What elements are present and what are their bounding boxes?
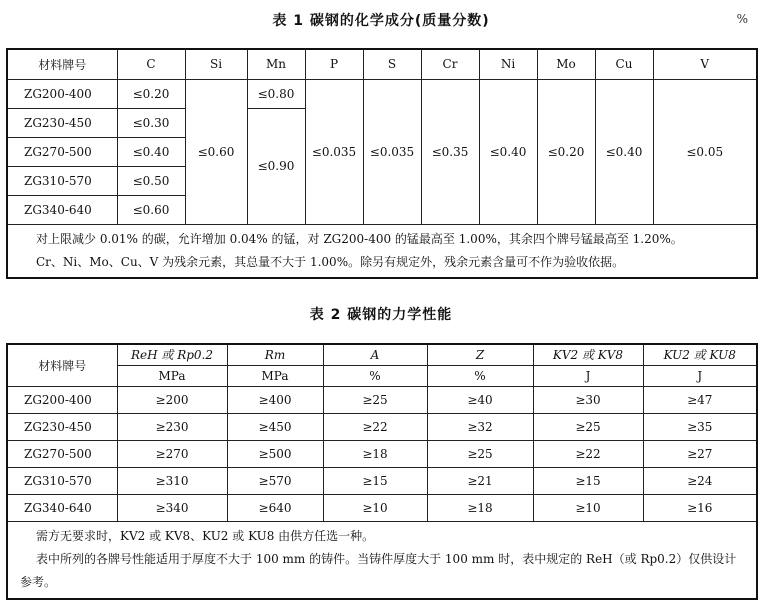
table-row: [7, 79, 757, 108]
c-cell: ≤0.60: [117, 195, 185, 224]
reh-cell: ≥230: [117, 413, 227, 440]
header-cell: A: [323, 344, 427, 365]
rm-cell: ≥400: [227, 386, 323, 413]
a-cell: ≥15: [323, 467, 427, 494]
cr-cell: ≤0.35: [421, 79, 479, 224]
unit-cell: J: [533, 365, 643, 386]
header-cell: P: [305, 49, 363, 79]
ku-cell: ≥16: [643, 494, 757, 521]
header-cell: Si: [185, 49, 247, 79]
table-row: [7, 494, 757, 521]
a-cell: ≥22: [323, 413, 427, 440]
header-cell: Cu: [595, 49, 653, 79]
mn-cell: ≤0.90: [247, 108, 305, 224]
chemical-composition-table: [6, 48, 758, 279]
v-cell: ≤0.05: [653, 79, 757, 224]
header-cell: V: [653, 49, 757, 79]
c-cell: ≤0.40: [117, 137, 185, 166]
header-cell: 材料牌号: [7, 344, 117, 386]
unit-cell: %: [323, 365, 427, 386]
grade-cell: ZG200-400: [7, 386, 117, 413]
ku-cell: ≥27: [643, 440, 757, 467]
z-cell: ≥18: [427, 494, 533, 521]
unit-cell: MPa: [227, 365, 323, 386]
ku-cell: ≥47: [643, 386, 757, 413]
ni-cell: ≤0.40: [479, 79, 537, 224]
note-line: 对上限减少 0.01% 的碳，允许增加 0.04% 的锰，对 ZG200-400 的锰最高至 1.00%，其余四个牌号锰最高至 1.20%。: [36, 231, 683, 246]
grade-cell: ZG230-450: [7, 108, 117, 137]
s-cell: ≤0.035: [363, 79, 421, 224]
header-cell: KU2 或 KU8: [643, 344, 757, 365]
rm-cell: ≥570: [227, 467, 323, 494]
table1-note: [7, 224, 757, 278]
table-unit-row: [7, 365, 757, 386]
table2-note: [7, 521, 757, 599]
table-row: [7, 440, 757, 467]
a-cell: ≥10: [323, 494, 427, 521]
kv-cell: ≥22: [533, 440, 643, 467]
reh-cell: ≥270: [117, 440, 227, 467]
c-cell: ≤0.20: [117, 79, 185, 108]
header-cell: ReH 或 Rp0.2: [117, 344, 227, 365]
note-line: 表中所列的各牌号性能适用于厚度不大于 100 mm 的铸件。当铸件厚度大于 100 mm 时，表中规定的 ReH（或 Rp0.2）仅供设计参考。: [20, 551, 737, 589]
grade-cell: ZG230-450: [7, 413, 117, 440]
cu-cell: ≤0.40: [595, 79, 653, 224]
rm-cell: ≥450: [227, 413, 323, 440]
mechanical-properties-table: [6, 343, 758, 600]
grade-cell: ZG270-500: [7, 137, 117, 166]
z-cell: ≥21: [427, 467, 533, 494]
mo-cell: ≤0.20: [537, 79, 595, 224]
table-header-row: [7, 49, 757, 79]
header-cell: S: [363, 49, 421, 79]
unit-cell: MPa: [117, 365, 227, 386]
z-cell: ≥40: [427, 386, 533, 413]
kv-cell: ≥15: [533, 467, 643, 494]
table-row: [7, 386, 757, 413]
header-cell: Z: [427, 344, 533, 365]
ku-cell: ≥24: [643, 467, 757, 494]
table-row: [7, 413, 757, 440]
table-header-row: [7, 344, 757, 365]
header-cell: Cr: [421, 49, 479, 79]
z-cell: ≥25: [427, 440, 533, 467]
table-row: [7, 467, 757, 494]
table1-title: 表 1 碳钢的化学成分(质量分数): [272, 13, 490, 29]
header-cell: C: [117, 49, 185, 79]
header-cell: KV2 或 KV8: [533, 344, 643, 365]
header-cell: Mn: [247, 49, 305, 79]
c-cell: ≤0.30: [117, 108, 185, 137]
si-cell: ≤0.60: [185, 79, 247, 224]
p-cell: ≤0.035: [305, 79, 363, 224]
note-line: 需方无要求时，KV2 或 KV8、KU2 或 KU8 由供方任选一种。: [36, 528, 375, 543]
header-cell: Ni: [479, 49, 537, 79]
rm-cell: ≥640: [227, 494, 323, 521]
table2-title: 表 2 碳钢的力学性能: [309, 307, 453, 323]
c-cell: ≤0.50: [117, 166, 185, 195]
z-cell: ≥32: [427, 413, 533, 440]
table-note-row: [7, 224, 757, 278]
table-note-row: [7, 521, 757, 599]
note-line: Cr、Ni、Mo、Cu、V 为残余元素，其总量不大于 1.00%。除另有规定外，残余元素含量可不作为验收依据。: [36, 254, 625, 269]
a-cell: ≥18: [323, 440, 427, 467]
reh-cell: ≥200: [117, 386, 227, 413]
rm-cell: ≥500: [227, 440, 323, 467]
kv-cell: ≥30: [533, 386, 643, 413]
mn-cell: ≤0.80: [247, 79, 305, 108]
grade-cell: ZG200-400: [7, 79, 117, 108]
grade-cell: ZG340-640: [7, 195, 117, 224]
header-cell: Rm: [227, 344, 323, 365]
ku-cell: ≥35: [643, 413, 757, 440]
kv-cell: ≥10: [533, 494, 643, 521]
header-cell: Mo: [537, 49, 595, 79]
grade-cell: ZG270-500: [7, 440, 117, 467]
grade-cell: ZG310-570: [7, 166, 117, 195]
unit-cell: J: [643, 365, 757, 386]
unit-cell: %: [427, 365, 533, 386]
reh-cell: ≥340: [117, 494, 227, 521]
grade-cell: ZG310-570: [7, 467, 117, 494]
table1-unit: %: [736, 12, 748, 26]
grade-cell: ZG340-640: [7, 494, 117, 521]
kv-cell: ≥25: [533, 413, 643, 440]
reh-cell: ≥310: [117, 467, 227, 494]
header-cell: 材料牌号: [7, 49, 117, 79]
a-cell: ≥25: [323, 386, 427, 413]
